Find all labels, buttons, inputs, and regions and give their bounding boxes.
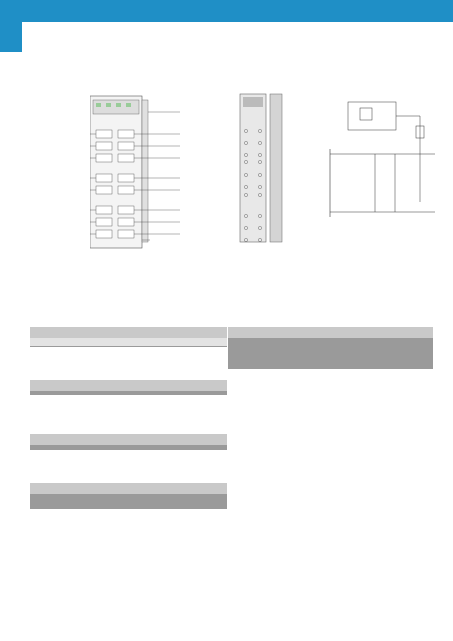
- intro-right: [228, 264, 433, 267]
- approvals-header: [30, 434, 227, 445]
- terminal-left: [96, 206, 112, 214]
- module-schematic: [180, 92, 450, 252]
- chapter-tab: [0, 22, 22, 52]
- terminal-right: [118, 186, 134, 194]
- technical_left-table: [30, 483, 227, 509]
- accessories-header: [30, 380, 227, 391]
- module-photo: [240, 94, 266, 242]
- data-contacts-strip: [142, 100, 148, 242]
- header-bar: [0, 0, 453, 22]
- description-header: [30, 327, 227, 338]
- description-table: [30, 327, 227, 352]
- terminal-right: [118, 130, 134, 138]
- accessories-row: [30, 394, 227, 395]
- terminal-left: [96, 174, 112, 182]
- status-led: [96, 103, 101, 107]
- technical_right-table: [228, 327, 433, 369]
- approvals-table: [30, 434, 227, 450]
- terminal-right: [118, 142, 134, 150]
- led-panel: [243, 97, 263, 107]
- accessories-table: [30, 380, 227, 395]
- chapter-number: [0, 22, 22, 24]
- terminal-left: [96, 154, 112, 162]
- description-cell: [194, 338, 227, 346]
- optocoupler-icon: [360, 108, 372, 120]
- technical_right-header: [228, 327, 433, 338]
- technical_left-row: [30, 508, 227, 509]
- status-led: [106, 103, 111, 107]
- status-led: [126, 103, 131, 107]
- terminal-left: [96, 142, 112, 150]
- side-view: [270, 94, 282, 242]
- description-row: [30, 338, 227, 347]
- terminal-right: [118, 154, 134, 162]
- terminal-left: [96, 218, 112, 226]
- terminal-right: [118, 206, 134, 214]
- terminal-left: [96, 130, 112, 138]
- circuit-wires: [330, 116, 435, 212]
- terminal-right: [118, 218, 134, 226]
- description-cell: [30, 338, 116, 346]
- approvals-row: [30, 449, 227, 450]
- terminal-right: [118, 230, 134, 238]
- terminal-right: [118, 174, 134, 182]
- technical_left-header: [30, 483, 227, 494]
- status-led: [116, 103, 121, 107]
- terminal-left: [96, 230, 112, 238]
- terminal-left: [96, 186, 112, 194]
- description-cell: [116, 338, 194, 346]
- technical_right-row: [228, 368, 433, 369]
